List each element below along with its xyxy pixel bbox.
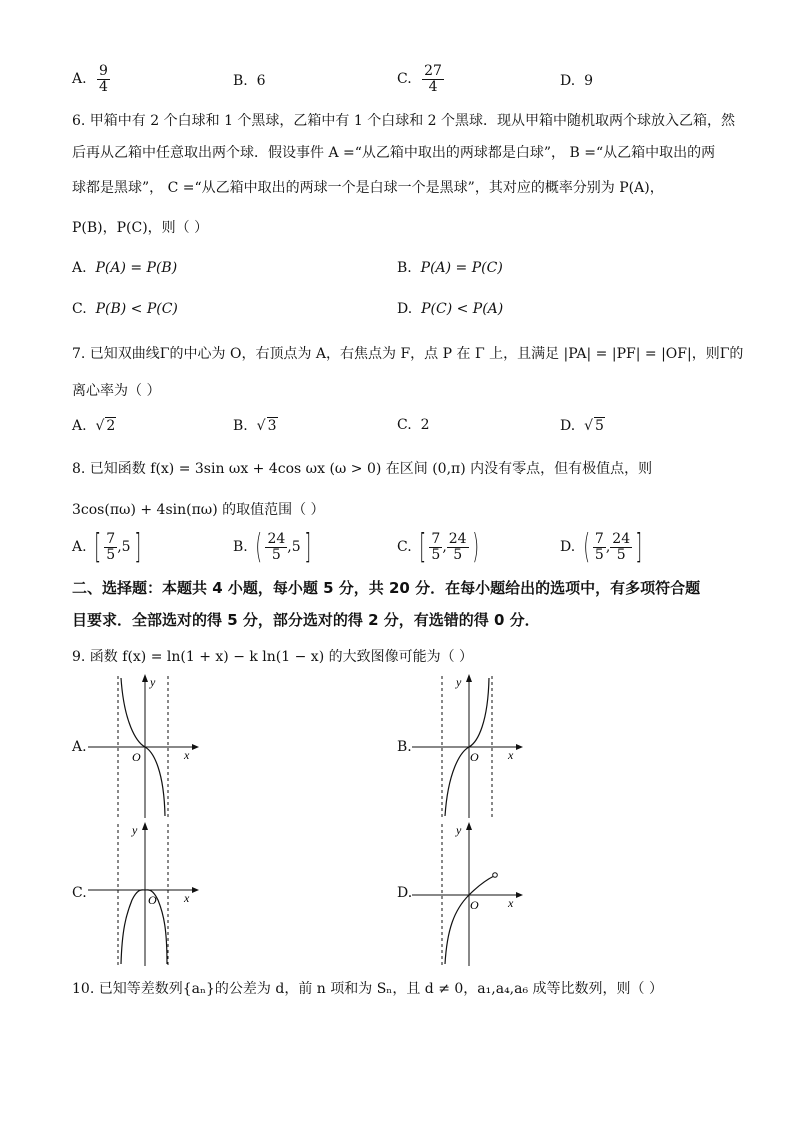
- denominator: 5: [594, 546, 604, 563]
- q9-stem-line1: 9. 函数 f(x) = ln(1 + x) − k ln(1 − x) 的大致图像可能为（ ）: [72, 649, 474, 665]
- q9-option-c-label: C.: [72, 885, 87, 901]
- q5-option-b: [233, 73, 266, 89]
- x-arrow-icon: [192, 744, 199, 750]
- q6-option-b: [397, 260, 503, 276]
- option-value: 5: [595, 418, 604, 434]
- option-value: 2: [106, 418, 116, 434]
- option-label: C.: [397, 417, 412, 433]
- q8-option-a: [72, 527, 144, 567]
- q5-option-c: [397, 64, 444, 94]
- q8-option-d: [560, 527, 645, 567]
- interval: ( $\frac{7}{5}$ , $\frac{24}{5}$ ]: [582, 527, 643, 567]
- numerator: 27: [424, 63, 442, 79]
- option-value: 6: [256, 73, 266, 89]
- option-value: 2: [420, 417, 430, 433]
- denominator: 5: [106, 546, 116, 563]
- q7-option-c: [397, 417, 430, 433]
- numerator: 24: [612, 530, 631, 547]
- fraction: [265, 532, 287, 562]
- q8-option-c: [397, 527, 482, 567]
- origin-label: O: [470, 750, 479, 764]
- left-paren: (: [582, 527, 590, 567]
- x-label: x: [508, 748, 514, 762]
- denominator: 5: [453, 546, 463, 563]
- q9-option-d-label: D.: [397, 885, 413, 901]
- sqrt-sign: √: [256, 418, 266, 434]
- right-paren: ): [471, 527, 479, 567]
- right-bracket: ]: [635, 527, 643, 567]
- interval: [ $\frac{7}{5}$ ,5 ]: [94, 527, 141, 567]
- q5-option-d: [560, 73, 593, 89]
- curve: [121, 890, 167, 964]
- q9-graph-d: [412, 820, 532, 968]
- y-arrow-icon: [142, 822, 148, 830]
- numerator: 24: [448, 530, 467, 547]
- fraction: [97, 64, 110, 94]
- y-arrow-icon: [466, 822, 472, 830]
- option-label: D.: [560, 73, 576, 89]
- option-label: C.: [397, 71, 412, 88]
- q9-graph-a: [88, 672, 208, 820]
- denominator: 4: [428, 78, 438, 95]
- y-arrow-icon: [466, 674, 472, 682]
- q6-option-c: [72, 301, 178, 317]
- numerator: 9: [99, 63, 108, 79]
- option-label: D.: [560, 418, 576, 434]
- fraction: [593, 532, 606, 562]
- x-arrow-icon: [192, 887, 199, 893]
- denominator: 5: [271, 546, 281, 563]
- open-endpoint: [493, 873, 498, 878]
- fraction: [429, 532, 442, 562]
- origin-label: O: [470, 898, 479, 912]
- option-expression: P(A) = P(C): [420, 260, 503, 276]
- option-expression: P(B) < P(C): [95, 301, 178, 317]
- option-label: A.: [72, 71, 87, 88]
- right-bracket: ]: [303, 527, 311, 567]
- numerator: 7: [106, 530, 116, 547]
- denominator: 4: [99, 78, 108, 95]
- y-label: y: [456, 675, 462, 689]
- q6-stem-line3: 球都是黑球”， C =“从乙箱中取出的两球一个是白球一个是黑球”，其对应的概率分别为 P(A)，: [72, 180, 664, 196]
- q9-graph-b: [412, 672, 532, 820]
- q7-stem-line2: 离心率为（ ）: [72, 383, 161, 399]
- q8-stem-line2: 3cos(πω) + 4sin(πω) 的取值范围（ ）: [72, 502, 325, 518]
- interval: [ $\frac{7}{5}$ , $\frac{24}{5}$ ): [419, 527, 479, 567]
- q8-option-b: [233, 527, 314, 567]
- sqrt-sign: √: [584, 418, 594, 434]
- option-label: A.: [72, 539, 87, 555]
- numerator: 7: [431, 530, 441, 547]
- q9-option-a-label: A.: [72, 739, 87, 755]
- option-label: D.: [560, 539, 576, 555]
- numerator: 7: [594, 530, 604, 547]
- option-expression: P(A) = P(B): [95, 260, 178, 276]
- q6-option-d: [397, 301, 503, 317]
- option-label: B.: [233, 418, 248, 434]
- sqrt-sign: √: [95, 418, 105, 434]
- option-value: 3: [267, 418, 277, 434]
- option-label: C.: [72, 301, 87, 317]
- right-bracket: ]: [133, 527, 141, 567]
- y-label: y: [456, 823, 462, 837]
- section2-heading-line1: 二、选择题：本题共 4 小题，每小题 5 分，共 20 分．在每小题给出的选项中，有多项符合题: [72, 579, 701, 597]
- q6-stem-line4: P(B)，P(C)，则（ ）: [72, 220, 209, 236]
- q9-graph-c: [88, 820, 208, 968]
- x-arrow-icon: [516, 892, 523, 898]
- option-value: 9: [584, 73, 594, 89]
- y-arrow-icon: [142, 674, 148, 682]
- x-arrow-icon: [516, 744, 523, 750]
- x-label: x: [184, 748, 190, 762]
- option-label: C.: [397, 539, 412, 555]
- option-label: B.: [233, 73, 248, 89]
- option-label: B.: [233, 539, 248, 555]
- option-label: A.: [72, 260, 87, 276]
- left-paren: (: [255, 527, 263, 567]
- q7-stem-line1: 7. 已知双曲线Γ的中心为 O，右顶点为 A，右焦点为 F，点 P 在 Γ 上，且满足 |PA| = |PF| = |OF|，则Γ的: [72, 346, 744, 362]
- fraction: [610, 532, 632, 562]
- x-label: x: [184, 891, 190, 905]
- option-label: A.: [72, 418, 87, 434]
- y-label: y: [132, 823, 138, 837]
- left-bracket: [: [419, 527, 427, 567]
- q7-option-b: [233, 417, 278, 434]
- fraction: [104, 532, 117, 562]
- numerator: 24: [267, 530, 286, 547]
- option-expression: P(C) < P(A): [421, 301, 504, 317]
- interval: ( $\frac{24}{5}$ ,5 ]: [255, 527, 311, 567]
- option-label: D.: [397, 301, 413, 317]
- q6-stem-line2: 后再从乙箱中任意取出两个球．假设事件 A =“从乙箱中取出的两球都是白球”， B =“从乙箱中取出的两: [72, 145, 716, 161]
- q7-option-a: [72, 417, 116, 434]
- section2-heading-line2: 目要求．全部选对的得 5 分，部分选对的得 2 分，有选错的得 0 分．: [72, 611, 540, 629]
- denominator: 5: [616, 546, 626, 563]
- origin-label: O: [148, 893, 157, 907]
- q6-option-a: [72, 260, 177, 276]
- fraction: [447, 532, 469, 562]
- q10-stem-line1: 10. 已知等差数列{aₙ}的公差为 d，前 n 项和为 Sₙ，且 d ≠ 0，a₁,a₄,a₆ 成等比数列，则（ ）: [72, 981, 663, 997]
- denominator: 5: [431, 546, 441, 563]
- left-bracket: [: [94, 527, 101, 567]
- q5-option-a: [72, 64, 110, 94]
- q6-stem-line1: 6. 甲箱中有 2 个白球和 1 个黑球，乙箱中有 1 个白球和 2 个黑球．现从甲箱中随机取两个球放入乙箱，然: [72, 113, 736, 129]
- x-label: x: [508, 896, 514, 910]
- option-label: B.: [397, 260, 412, 276]
- origin-label: O: [132, 750, 141, 764]
- q9-option-b-label: B.: [397, 739, 412, 755]
- y-label: y: [150, 675, 156, 689]
- q7-option-d: [560, 417, 605, 434]
- q8-stem-line1: 8. 已知函数 f(x) = 3sin ωx + 4cos ωx (ω > 0) 在区间 (0,π) 内没有零点，但有极值点，则: [72, 461, 653, 477]
- fraction: [422, 64, 444, 94]
